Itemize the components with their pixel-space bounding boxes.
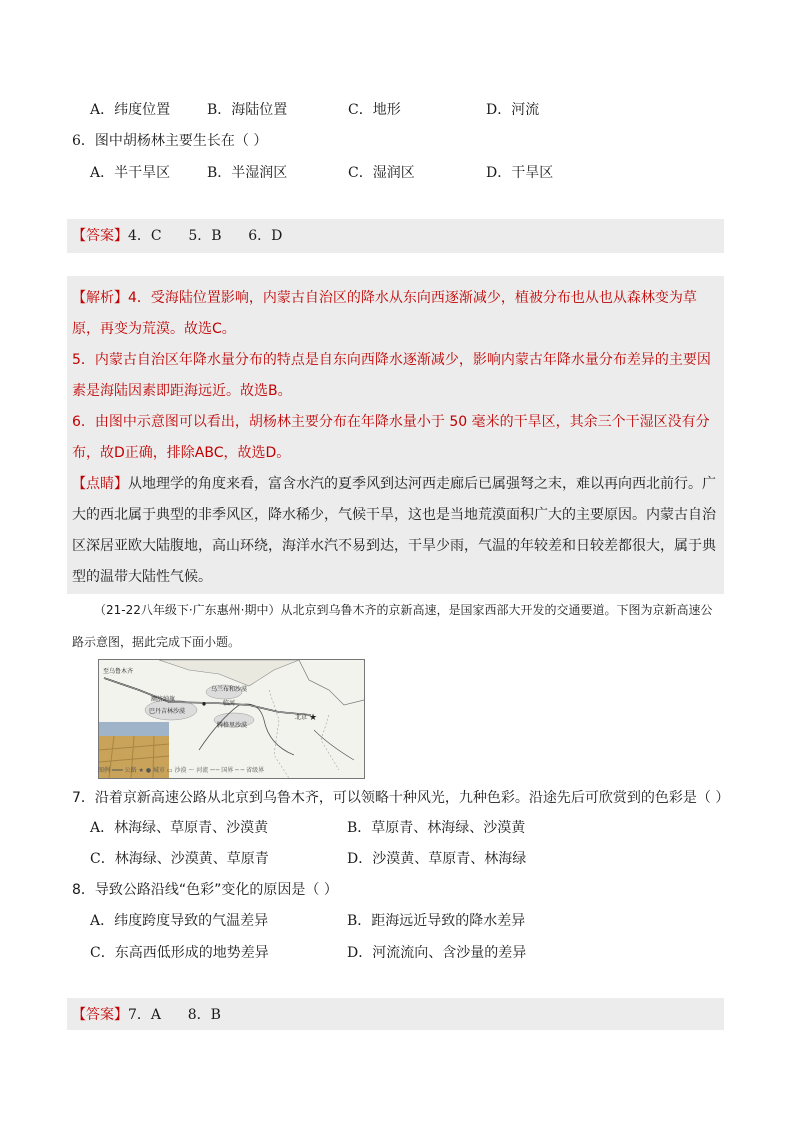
- q6-option-d: D．干旱区: [486, 165, 554, 181]
- linhe-city-dot: [202, 702, 205, 705]
- q5-option-d: D．河流: [486, 102, 540, 118]
- map-label-linhe: 临河: [223, 700, 236, 707]
- analysis-p5: 5．内蒙古自治区年降水量分布的特点是自东向西降水逐渐减少，影响内蒙古年降水量分布差异的主要因素是海陆因素即距海远近。故选B。: [72, 352, 711, 399]
- q6-option-b: B．半湿润区: [207, 165, 288, 181]
- answer-text: 4．C 5．B 6．D: [128, 228, 283, 244]
- q7-option-d: D．沙漠黄、草原青、林海绿: [347, 851, 527, 867]
- q8-option-d: D．河流流向、含沙量的差异: [347, 945, 527, 961]
- tip-tag: 【点睛】: [72, 476, 128, 492]
- q6-option-c: C．湿润区: [348, 165, 415, 181]
- hay-photo-sky: [99, 722, 169, 736]
- q5-option-a: A．纬度位置: [90, 102, 171, 118]
- answer-2-tag: 【答案】: [72, 1007, 128, 1023]
- map-label-ulanbuh: 乌兰布和沙漠: [211, 686, 248, 693]
- map-label-badain: 巴丹吉林沙漠: [149, 708, 186, 715]
- q8-option-a: A．纬度跨度导致的气温差异: [90, 913, 269, 929]
- expressway-map: [98, 659, 365, 779]
- q7-option-a: A．林海绿、草原青、沙漠黄: [90, 820, 269, 836]
- q5-option-c: C．地形: [348, 102, 401, 118]
- tip-paragraph: 【点睛】从地理学的角度来看，富含水汽的夏季风到达河西走廊后已属强弩之末，难以再向西北前行。广大的西北属于典型的非季风区，降水稀少，气候干旱，这也是当地荒漠面积广大的主要原因。内蒙古自治区深居亚欧大陆腹地，高山环绕，海洋水汽不易到达，干旱少雨，气温的年较差和日较差都很大，属于典型的温带大陆性气候。: [72, 476, 716, 585]
- answer-2-text: 7．A 8．B: [128, 1007, 221, 1023]
- q7-option-c: C．林海绿、沙漠黄、草原青: [90, 851, 269, 867]
- answer-1: [72, 226, 282, 246]
- beijing-star-icon: ★: [309, 713, 318, 723]
- map-drawing: [99, 660, 364, 778]
- q5-option-b: B．海陆位置: [207, 102, 288, 118]
- analysis-tag: 【解析】: [72, 290, 128, 306]
- q8-stem: 8．导致公路沿线“色彩”变化的原因是（ ）: [72, 882, 338, 898]
- map-legend: 图例 ═══ 公路 ★ ● 城市 ▭ 沙漠 ～ 河流 ─·─ 国界 ─ ─ 省级界: [98, 767, 265, 774]
- analysis-p4: 【解析】4．受海陆位置影响，内蒙古自治区的降水从东向西逐渐减少，植被分布也从也从森林变为草原，再变为荒漠。故选C。: [72, 290, 697, 337]
- analysis-content: [72, 283, 724, 593]
- answer-tag: 【答案】: [72, 228, 128, 244]
- question-intro: （21-22八年级下·广东惠州·期中）从北京到乌鲁木齐的京新高速，是国家西部大开发的交通要道。下图为京新高速公路示意图，据此完成下面小题。: [72, 603, 713, 649]
- map-label-beijing: 北京: [295, 714, 308, 721]
- map-label-ejina: 额济纳旗: [151, 696, 176, 703]
- q8-option-c: C．东高西低形成的地势差异: [90, 945, 269, 961]
- q7-option-b: B．草原青、林海绿、沙漠黄: [347, 820, 526, 836]
- map-label-urumqi: 至乌鲁木齐: [103, 668, 134, 675]
- q6-option-a: A．半干旱区: [90, 165, 171, 181]
- q8-option-b: B．距海远近导致的降水差异: [347, 913, 526, 929]
- answer-2: [72, 1005, 221, 1025]
- q6-stem: 6．图中胡杨林主要生长在（ ）: [72, 133, 268, 149]
- analysis-p6: 6．由图中示意图可以看出，胡杨林主要分布在年降水量小于 50 毫米的干旱区，其余三个干湿区没有分布，故D正确，排除ABC，故选D。: [72, 414, 710, 461]
- map-label-tengger: 腾格里沙漠: [217, 722, 248, 729]
- q7-stem: 7．沿着京新高速公路从北京到乌鲁木齐，可以领略十种风光，九种色彩。沿途先后可欣赏到的色彩是（ ）: [72, 790, 730, 806]
